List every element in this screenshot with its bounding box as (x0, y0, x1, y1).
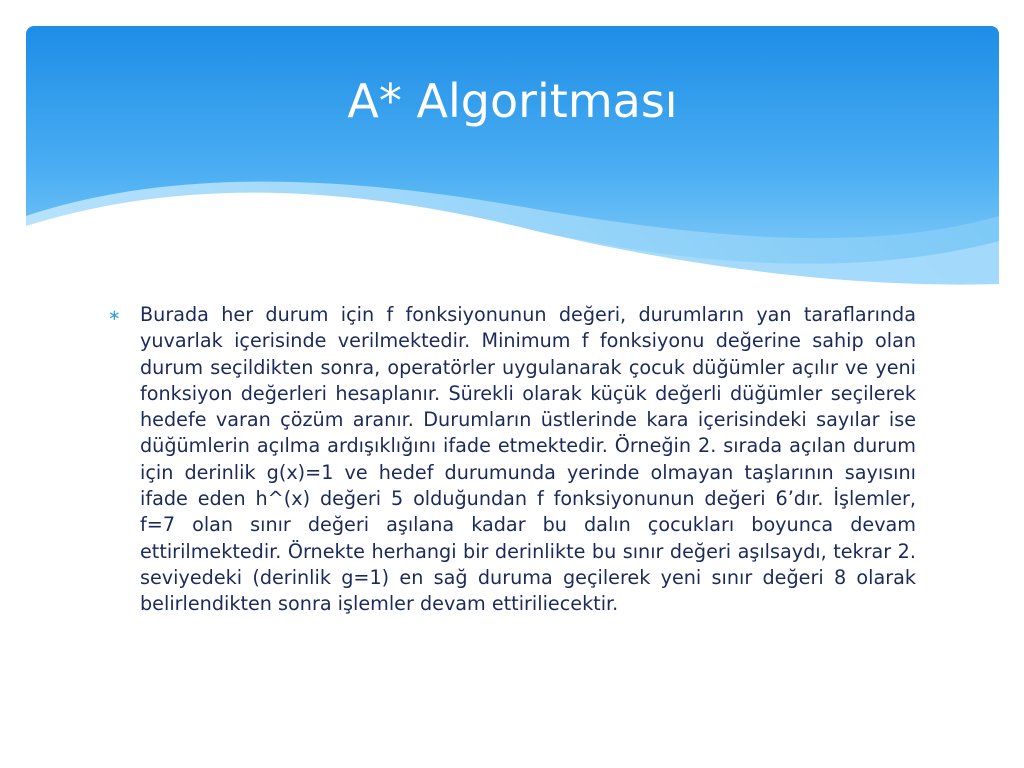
bullet-item (104, 302, 916, 618)
header-wave-graphic (26, 26, 999, 288)
header-band (26, 26, 999, 288)
bullet-asterisk-icon: ∗ (108, 306, 121, 324)
slide-body (104, 302, 916, 618)
slide-title: A* Algoritması (347, 74, 678, 128)
bullet-paragraph: Burada her durum için f fonksiyonunun değeri, durumların yan taraflarında yuvarlak içerisinde verilmektedir. Minimum f fonksiyonu değerine sahip olan durum seçildikten sonra, operatörler uygulanarak çocuk düğümler açılır ve yeni fonksiyon değerleri hesaplanır. Sürekli olarak küçük değerli düğümler seçilerek hedefe varan çözüm aranır. Durumların üstlerinde kara içerisindeki sayılar ise düğümlerin açılma ardışıklığını ifade etmektedir. Örneğin 2. sırada açılan durum için derinlik g(x)=1 ve hedef durumunda yerinde olmayan taşlarının sayısını ifade eden h^(x) değeri 5 olduğundan f fonksiyonunun değeri 6’dır. İşlemler, f=7 olan sınır değeri aşılana kadar bu dalın çocukları boyunca devam ettirilmektedir. Örnekte herhangi bir derinlikte bu sınır değeri aşılsaydı, tekrar 2. seviyedeki (derinlik g=1) en sağ duruma geçilerek yeni sınır değeri 8 olarak belirlendikten sonra işlemler devam ettiriliecektir. (140, 303, 916, 616)
